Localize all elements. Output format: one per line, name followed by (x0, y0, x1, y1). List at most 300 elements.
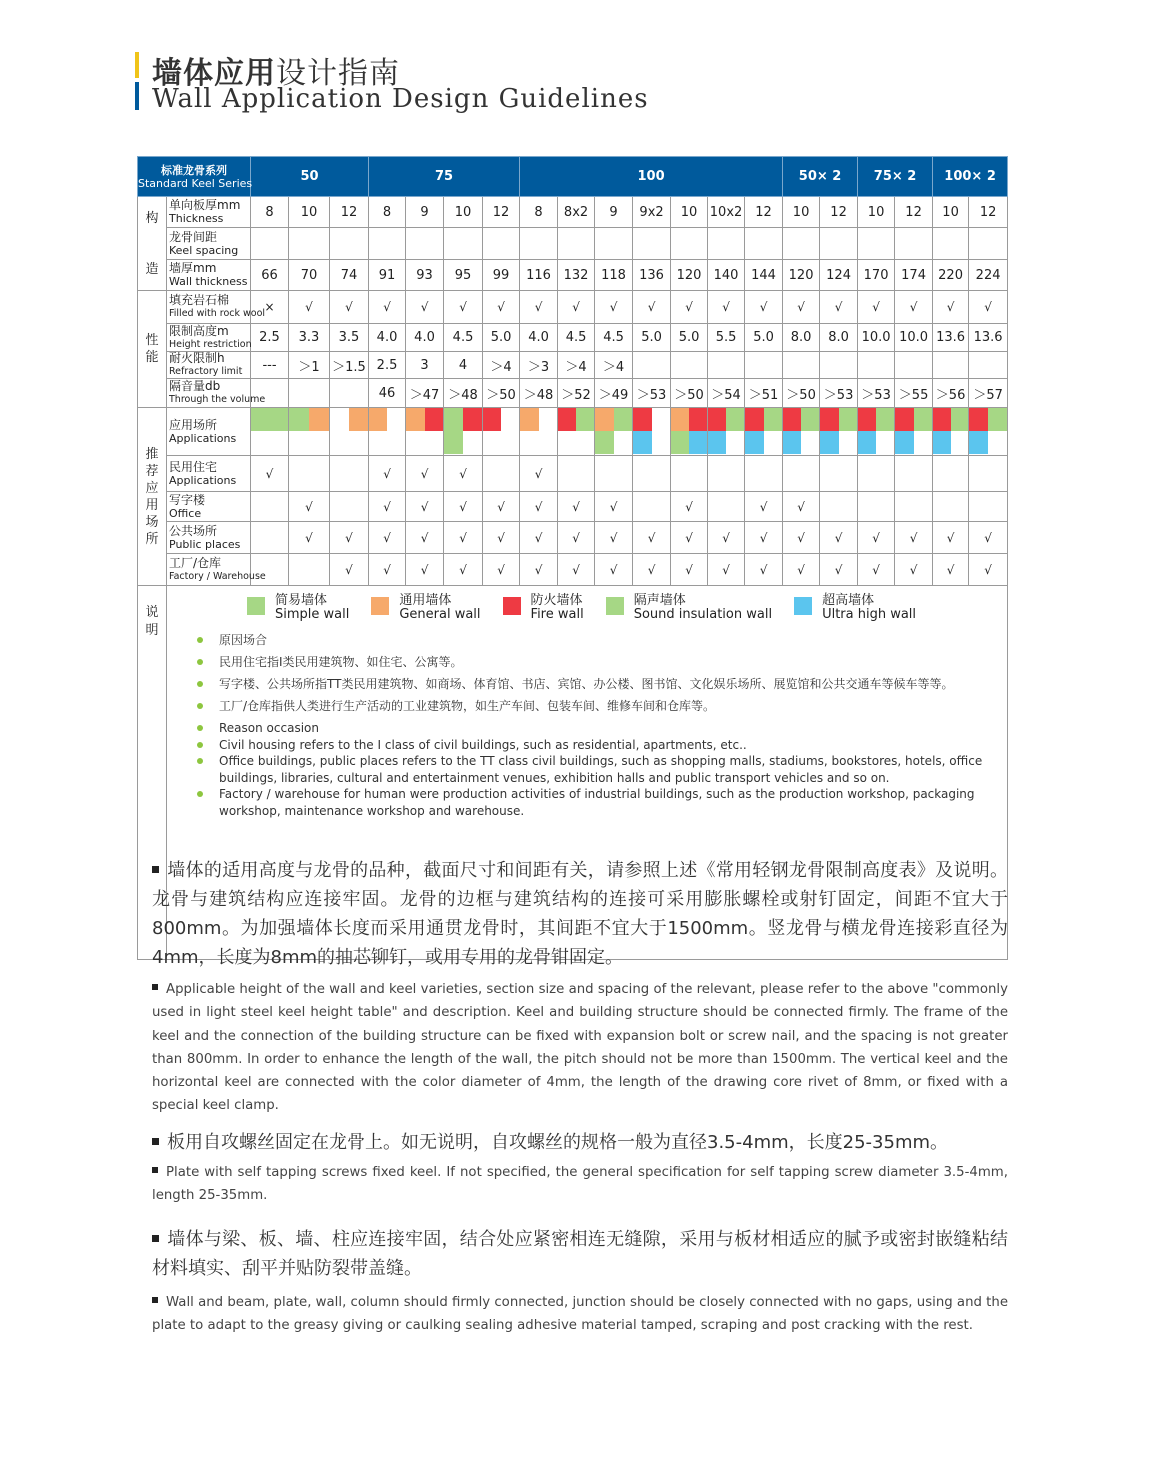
cell (858, 228, 895, 260)
cell: ＞1.5 (330, 352, 369, 379)
cell: ＞56 (933, 379, 969, 408)
app-swatch-cell (483, 408, 520, 456)
cell: 5.0 (671, 324, 708, 352)
cell (633, 456, 671, 492)
cell (969, 492, 1008, 522)
general-wall-swatch (369, 408, 387, 431)
cell: √ (969, 522, 1008, 554)
group-construction: 构 造 (138, 197, 167, 291)
cell: 116 (520, 260, 558, 291)
cell: √ (895, 291, 933, 324)
cell: 8x2 (558, 197, 595, 228)
fire-wall-swatch (783, 408, 801, 431)
cell: 132 (558, 260, 595, 291)
cell (933, 492, 969, 522)
cell: √ (783, 492, 820, 522)
note-item: Civil housing refers to the I class of civil buildings, such as residential, apartments, etc.. (195, 737, 1007, 754)
cell (895, 228, 933, 260)
ultra-high-wall-swatch (820, 431, 839, 454)
row-public (138, 522, 1008, 554)
cell: 3 (406, 352, 444, 379)
cell: √ (858, 291, 895, 324)
cell: 8.0 (783, 324, 820, 352)
app-swatch-cell (406, 408, 444, 456)
cell: ＞4 (595, 352, 633, 379)
cell: 4 (444, 352, 483, 379)
row-label: 工厂/仓库 Factory / Warehouse (167, 554, 251, 586)
cell (895, 456, 933, 492)
cell: 12 (969, 197, 1008, 228)
ultra-high-wall-swatch (708, 431, 726, 454)
cell: √ (289, 522, 330, 554)
fire-wall-swatch (633, 408, 652, 431)
cell: 12 (745, 197, 783, 228)
cell (708, 352, 745, 379)
notes-en (167, 720, 1007, 819)
note-item: 民用住宅指Ⅰ类民用建筑物、如住宅、公寓等。 (195, 654, 1007, 670)
cell: 120 (671, 260, 708, 291)
sound-wall-swatch (671, 431, 689, 454)
cell: ＞48 (520, 379, 558, 408)
cell: ＞55 (895, 379, 933, 408)
row-keel-spacing (138, 228, 1008, 260)
ultra-high-wall-swatch (745, 431, 764, 454)
cell (820, 492, 858, 522)
cell: 4.0 (369, 324, 406, 352)
cell: √ (595, 492, 633, 522)
cell: √ (708, 291, 745, 324)
series-100: 100 (520, 157, 783, 197)
cell: √ (444, 291, 483, 324)
square-bullet-icon (152, 984, 158, 990)
app-swatch-cell (858, 408, 895, 456)
cell: √ (895, 554, 933, 586)
fire-wall-swatch (425, 408, 444, 431)
cell: √ (633, 554, 671, 586)
cell: 4.0 (406, 324, 444, 352)
cell: √ (745, 291, 783, 324)
ultra-high-wall-swatch (933, 431, 951, 454)
cell: 10 (671, 197, 708, 228)
paragraph-zh: 墙体与梁、板、墙、柱应连接牢固，结合处应紧密相连无缝隙，采用与板材相适应的腻予或密封嵌缝粘结材料填实、刮平并贴防裂带盖缝。 (152, 1229, 1008, 1279)
series-75x2: 75× 2 (858, 157, 933, 197)
app-swatch-cell (783, 408, 820, 456)
cell: √ (820, 522, 858, 554)
cell (483, 228, 520, 260)
cell: √ (330, 554, 369, 586)
cell: √ (369, 456, 406, 492)
row-label: 龙骨间距 Keel spacing (167, 228, 251, 260)
cell: 8 (251, 197, 289, 228)
fire-wall-swatch (969, 408, 988, 431)
cell: 118 (595, 260, 633, 291)
cell: 12 (483, 197, 520, 228)
cell: √ (483, 291, 520, 324)
cell: √ (289, 492, 330, 522)
cell (895, 352, 933, 379)
cell: √ (558, 291, 595, 324)
cell: 4.5 (595, 324, 633, 352)
cell: 70 (289, 260, 330, 291)
page-title-zh: 墙体应用设计指南 (152, 56, 400, 91)
cell: √ (444, 456, 483, 492)
cell: 10 (933, 197, 969, 228)
fire-wall-swatch (558, 408, 576, 431)
simple-wall-swatch (289, 408, 309, 431)
fire-wall-swatch (708, 408, 726, 431)
cell: 10.0 (858, 324, 895, 352)
note-item: 写字楼、公共场所指TT类民用建筑物、如商场、体育馆、书店、宾馆、办公楼、图书馆、文化娱乐场所、展览馆和公共交通车等候车等等。 (195, 676, 1007, 692)
cell (671, 352, 708, 379)
group-recommended: 推 荐 应 用 场 所 (138, 408, 167, 586)
cell: 136 (633, 260, 671, 291)
cell: ＞1 (289, 352, 330, 379)
square-bullet-icon (152, 1235, 159, 1242)
cell: √ (933, 291, 969, 324)
cell (858, 352, 895, 379)
cell: 12 (895, 197, 933, 228)
paragraph-en: Plate with self tapping screws fixed keel. If not specified, the general specification for self tapping screw diameter 3.5-4mm, length 25-35mm. (152, 1165, 1008, 1204)
cell (289, 228, 330, 260)
square-bullet-icon (152, 866, 159, 873)
cell: √ (289, 291, 330, 324)
cell: 9 (406, 197, 444, 228)
row-height-restriction (138, 324, 1008, 352)
cell: ＞53 (820, 379, 858, 408)
cell (783, 352, 820, 379)
cell (708, 492, 745, 522)
series-50x2: 50× 2 (783, 157, 858, 197)
cell: ＞3 (520, 352, 558, 379)
cell: √ (969, 554, 1008, 586)
sound-wall-swatch (606, 597, 624, 615)
cell: 124 (820, 260, 858, 291)
paragraph-3 (152, 1225, 1008, 1338)
row-label: 公共场所 Public places (167, 522, 251, 554)
row-office (138, 492, 1008, 522)
fire-wall-swatch (483, 408, 501, 431)
cell: √ (330, 291, 369, 324)
row-factory (138, 554, 1008, 586)
cell (633, 352, 671, 379)
note-item: Reason occasion (195, 720, 1007, 737)
cell (933, 456, 969, 492)
app-swatch-cell (595, 408, 633, 456)
cell (745, 352, 783, 379)
paragraph-zh: 板用自攻螺丝固定在龙骨上。如无说明，自攻螺丝的规格一般为直径3.5-4mm，长度25-35mm。 (152, 1128, 1008, 1157)
sound-wall-swatch (595, 431, 614, 454)
cell: ＞53 (633, 379, 671, 408)
cell: √ (369, 554, 406, 586)
cell: √ (444, 522, 483, 554)
row-applications (138, 408, 1008, 456)
cell (745, 456, 783, 492)
cell: 95 (444, 260, 483, 291)
cell: ＞4 (558, 352, 595, 379)
notes-zh (167, 632, 1007, 714)
cell: ＞57 (969, 379, 1008, 408)
cell: 10.0 (895, 324, 933, 352)
fire-wall-swatch (503, 597, 521, 615)
app-swatch-cell (289, 408, 330, 456)
cell: 8 (369, 197, 406, 228)
legend-item-ultra: 超高墙体 Ultra high wall (794, 594, 916, 622)
group-performance: 性 能 (138, 291, 167, 408)
cell: √ (369, 291, 406, 324)
cell: 9 (595, 197, 633, 228)
fire-wall-swatch (933, 408, 951, 431)
row-label: 隔音量db Through the volume (167, 379, 251, 408)
group-notes: 说 明 (138, 586, 167, 960)
cell: 170 (858, 260, 895, 291)
cell: √ (406, 492, 444, 522)
legend-item-general: 通用墙体 General wall (371, 594, 480, 622)
cell: √ (895, 522, 933, 554)
cell: ＞51 (745, 379, 783, 408)
cell: 66 (251, 260, 289, 291)
cell: √ (520, 456, 558, 492)
simple-wall-swatch (247, 597, 265, 615)
cell: √ (671, 522, 708, 554)
page-title-en: Wall Application Design Guidelines (152, 84, 649, 114)
cell: 91 (369, 260, 406, 291)
cell: √ (444, 554, 483, 586)
note-item: Factory / warehouse for human were production activities of industrial buildings, such as the production workshop, packaging workshop, maintenance workshop and warehouse. (195, 786, 1007, 819)
app-swatch-cell (369, 408, 406, 456)
cell: √ (558, 554, 595, 586)
series-header-row (138, 157, 1008, 197)
cell: √ (595, 291, 633, 324)
cell: ＞52 (558, 379, 595, 408)
fire-wall-swatch (745, 408, 764, 431)
cell: √ (483, 522, 520, 554)
cell (633, 228, 671, 260)
cell: 93 (406, 260, 444, 291)
note-item: Office buildings, public places refers to the TT class civil buildings, such as shopping malls, stadiums, bookstores, hotels, office buildings, libraries, cultural and entertainment venues, exhibition halls and public transport vehicles and so on. (195, 753, 1007, 786)
cell (858, 492, 895, 522)
cell: √ (745, 492, 783, 522)
cell (708, 456, 745, 492)
simple-wall-swatch (576, 408, 594, 431)
cell: √ (708, 554, 745, 586)
cell: 13.6 (933, 324, 969, 352)
cell: 5.0 (483, 324, 520, 352)
cell (783, 228, 820, 260)
app-swatch-cell (633, 408, 671, 456)
cell: √ (633, 522, 671, 554)
cell (633, 492, 671, 522)
paragraph-en: Wall and beam, plate, wall, column should firmly connected, junction should be closely connected with no gaps, using and the plate to adapt to the greasy giving or caulking sealing adhesive material tamped, scraping and post cracking with the rest. (152, 1295, 1008, 1334)
app-swatch-cell (933, 408, 969, 456)
cell: √ (251, 456, 289, 492)
fire-wall-swatch (689, 408, 707, 431)
fire-wall-swatch (820, 408, 839, 431)
keel-spec-table (137, 156, 1008, 960)
row-sound-insulation (138, 379, 1008, 408)
cell: 144 (745, 260, 783, 291)
cell (330, 379, 369, 408)
legend-item-sound: 隔声墙体 Sound insulation wall (606, 594, 772, 622)
cell: √ (708, 522, 745, 554)
cell (820, 456, 858, 492)
general-wall-swatch (371, 597, 389, 615)
cell (708, 228, 745, 260)
note-item: 工厂/仓库指供人类进行生产活动的工业建筑物，如生产车间、包装车间、维修车间和仓库等。 (195, 698, 1007, 714)
general-wall-swatch (595, 408, 614, 431)
square-bullet-icon (152, 1167, 158, 1173)
cell (369, 228, 406, 260)
simple-wall-swatch (914, 408, 933, 431)
cell: √ (483, 492, 520, 522)
cell (820, 228, 858, 260)
row-wall-thickness (138, 260, 1008, 291)
cell: ＞47 (406, 379, 444, 408)
fire-wall-swatch (463, 408, 482, 431)
app-swatch-cell (895, 408, 933, 456)
cell: 12 (330, 197, 369, 228)
cell (895, 492, 933, 522)
cell (933, 352, 969, 379)
cell (251, 522, 289, 554)
cell (671, 228, 708, 260)
cell: 5.5 (708, 324, 745, 352)
cell (330, 492, 369, 522)
cell: √ (520, 554, 558, 586)
series-50: 50 (251, 157, 369, 197)
cell: 2.5 (251, 324, 289, 352)
cell: √ (783, 291, 820, 324)
cell: 10 (858, 197, 895, 228)
row-civil (138, 456, 1008, 492)
cell (483, 456, 520, 492)
cell: √ (783, 554, 820, 586)
cell: √ (520, 492, 558, 522)
cell (858, 456, 895, 492)
cell: √ (595, 522, 633, 554)
cell: √ (633, 291, 671, 324)
row-label: 单向板厚mm Thickness (167, 197, 251, 228)
app-swatch-cell (671, 408, 708, 456)
ultra-high-wall-swatch (969, 431, 988, 454)
cell: √ (483, 554, 520, 586)
cell: √ (595, 554, 633, 586)
cell: √ (406, 291, 444, 324)
cell: × (251, 291, 289, 324)
cell: √ (933, 554, 969, 586)
cell: 5.0 (633, 324, 671, 352)
cell: √ (406, 554, 444, 586)
cell (783, 456, 820, 492)
cell: √ (858, 522, 895, 554)
row-thickness (138, 197, 1008, 228)
simple-wall-swatch (988, 408, 1007, 431)
cell: √ (671, 291, 708, 324)
cell: 3.3 (289, 324, 330, 352)
cell: √ (406, 456, 444, 492)
paragraph-2 (152, 1128, 1008, 1208)
cell: 120 (783, 260, 820, 291)
cell: 8 (520, 197, 558, 228)
general-wall-swatch (309, 408, 329, 431)
cell: ＞48 (444, 379, 483, 408)
cell: ＞53 (858, 379, 895, 408)
row-label: 限制高度m Height restriction (167, 324, 251, 352)
paragraph-en: Applicable height of the wall and keel varieties, section size and spacing of the relevant, please refer to the above "commonly used in light steel keel height table" and description. Keel and building structure should be connected firmly. The frame of the keel and the connection of the building structure can be fixed with expansion bolt or screw nail, and the spacing is not greater than 800mm. In order to enhance the length of the wall, the pitch should not be more than 1500mm. The vertical keel and the horizontal keel are connected with the color diameter of 4mm, the length of the drawing core rivet of 8mm, or fixed with a special keel clamp. (152, 982, 1008, 1114)
cell (251, 492, 289, 522)
cell: √ (858, 554, 895, 586)
cell: ＞50 (783, 379, 820, 408)
app-swatch-cell (330, 408, 369, 456)
cell (289, 456, 330, 492)
cell: 10 (289, 197, 330, 228)
cell: √ (783, 522, 820, 554)
cell: ＞50 (671, 379, 708, 408)
paragraph-zh: 墙体的适用高度与龙骨的品种，截面尺寸和间距有关，请参照上述《常用轻钢龙骨限制高度表》及说明。龙骨与建筑结构应连接牢固。龙骨的边框与建筑结构的连接可采用膨胀螺栓或射钉固定，间距不宜大于800mm。为加强墙体长度而采用通贯龙骨时，其间距不宜大于1500mm。竖龙骨与横龙骨连接彩直径为4mm，长度为8mm的抽芯铆钉，或用专用的龙骨钳固定。 (152, 860, 1008, 968)
fire-wall-swatch (895, 408, 914, 431)
cell: 13.6 (969, 324, 1008, 352)
note-item: 原因场合 (195, 632, 1007, 648)
cell: ＞50 (483, 379, 520, 408)
cell: ＞4 (483, 352, 520, 379)
legend-item-simple: 简易墙体 Simple wall (247, 594, 349, 622)
cell: 10 (444, 197, 483, 228)
cell: ＞54 (708, 379, 745, 408)
cell: √ (369, 492, 406, 522)
ultra-high-wall-swatch (689, 431, 707, 454)
cell: √ (406, 522, 444, 554)
app-swatch-cell (820, 408, 858, 456)
app-swatch-cell (444, 408, 483, 456)
cell (820, 352, 858, 379)
cell (330, 456, 369, 492)
square-bullet-icon (152, 1138, 159, 1145)
cell (330, 228, 369, 260)
app-swatch-cell (708, 408, 745, 456)
cell: √ (745, 554, 783, 586)
cell: ＞49 (595, 379, 633, 408)
cell: √ (369, 522, 406, 554)
ultra-high-wall-swatch (895, 431, 914, 454)
cell: √ (558, 522, 595, 554)
cell (969, 456, 1008, 492)
cell: 174 (895, 260, 933, 291)
simple-wall-swatch (251, 408, 288, 431)
cell: 12 (820, 197, 858, 228)
cell: √ (520, 522, 558, 554)
app-swatch-cell (969, 408, 1008, 456)
cell: 140 (708, 260, 745, 291)
cell: 220 (933, 260, 969, 291)
cell: √ (820, 554, 858, 586)
simple-wall-swatch (614, 408, 633, 431)
cell (595, 456, 633, 492)
cell (745, 228, 783, 260)
general-wall-swatch (406, 408, 425, 431)
fire-wall-swatch (858, 408, 876, 431)
square-bullet-icon (152, 1297, 158, 1303)
row-label: 民用住宅 Applications (167, 456, 251, 492)
cell: 46 (369, 379, 406, 408)
cell (933, 228, 969, 260)
cell: √ (558, 492, 595, 522)
cell: 9x2 (633, 197, 671, 228)
cell: 10x2 (708, 197, 745, 228)
row-label: 填充岩石棉 Filled with rock wool (167, 291, 251, 324)
general-wall-swatch (671, 408, 689, 431)
cell (406, 228, 444, 260)
series-75: 75 (369, 157, 520, 197)
cell: √ (444, 492, 483, 522)
